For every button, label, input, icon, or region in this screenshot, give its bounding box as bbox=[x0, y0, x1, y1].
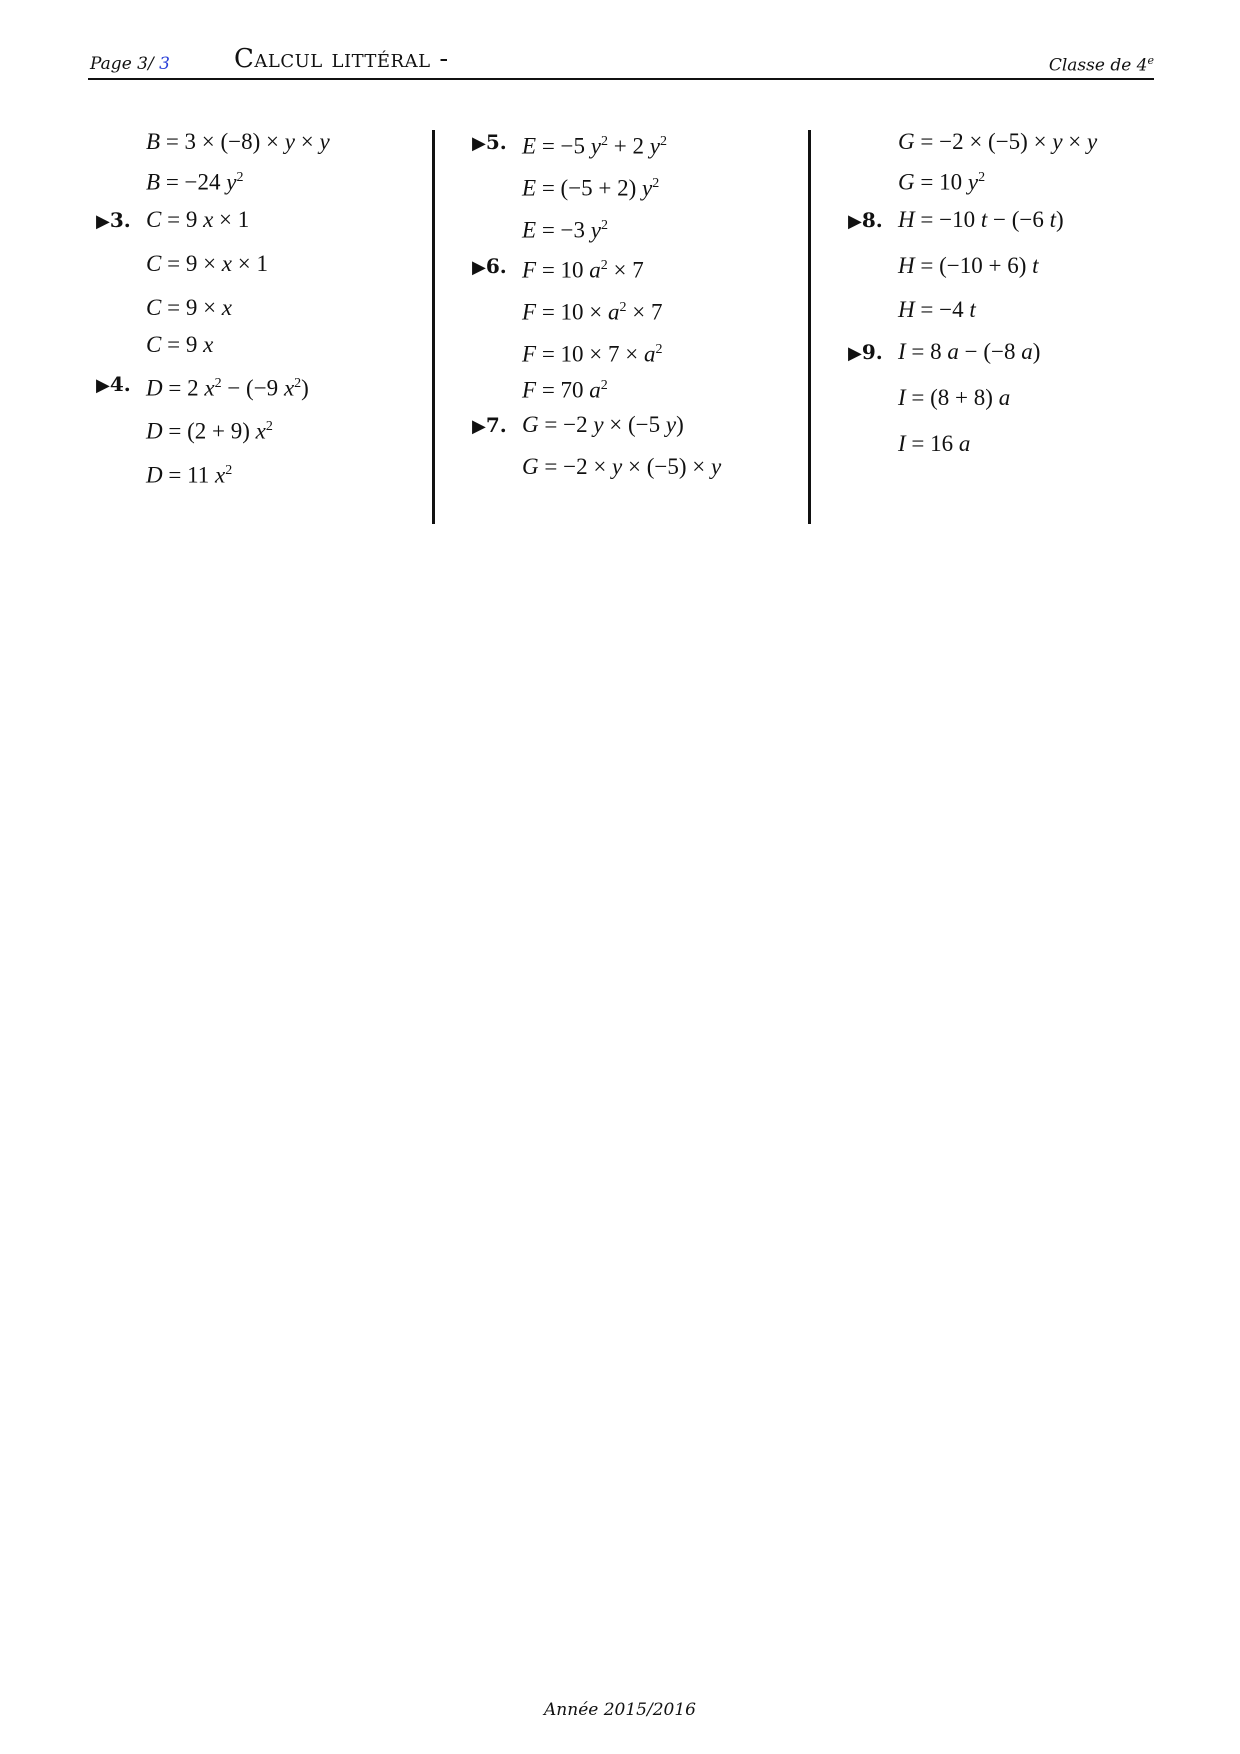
exercise-number-text: 9. bbox=[861, 340, 883, 364]
math-variable: F bbox=[522, 299, 537, 325]
math-variable: G bbox=[522, 412, 539, 437]
math-text: = 9 bbox=[161, 207, 204, 232]
exercise-number-text: 6. bbox=[485, 254, 507, 278]
math-text: × bbox=[294, 129, 320, 154]
equation bbox=[146, 294, 232, 322]
math-text: = −2 × (−5) × bbox=[914, 129, 1053, 154]
math-text: ) bbox=[676, 412, 684, 437]
math-variable: x bbox=[215, 462, 226, 488]
math-variable: H bbox=[898, 207, 915, 232]
math-exponent: 2 bbox=[600, 134, 608, 149]
math-text: = 16 bbox=[905, 431, 959, 456]
math-text: = (−10 + 6) bbox=[914, 253, 1033, 278]
class-text: Classe de 4 bbox=[1048, 55, 1148, 76]
math-text: = −10 bbox=[914, 207, 981, 232]
math-exponent: 2 bbox=[294, 376, 302, 391]
equation bbox=[898, 430, 970, 458]
math-variable: C bbox=[146, 251, 162, 276]
math-text: = (8 + 8) bbox=[905, 385, 999, 410]
equation bbox=[522, 411, 684, 439]
math-text: = −2 × bbox=[538, 454, 613, 479]
math-variable: t bbox=[1049, 207, 1056, 232]
equation bbox=[522, 294, 663, 327]
exercise-number-text: 5. bbox=[485, 130, 507, 154]
equation bbox=[522, 336, 662, 369]
exercise-number bbox=[848, 338, 883, 368]
math-exponent: 2 bbox=[600, 258, 608, 273]
math-exponent: 2 bbox=[619, 300, 627, 315]
triangle-bullet-icon: ▶ bbox=[96, 211, 110, 232]
math-exponent: 2 bbox=[236, 170, 244, 185]
equation bbox=[146, 413, 273, 446]
math-variable: y bbox=[319, 129, 330, 154]
triangle-bullet-icon: ▶ bbox=[96, 375, 110, 396]
math-text: = 70 bbox=[536, 377, 590, 403]
exercise-number bbox=[472, 252, 507, 282]
math-text: = (−5 + 2) bbox=[536, 175, 643, 201]
math-variable: x bbox=[221, 251, 233, 276]
equation bbox=[146, 250, 268, 278]
math-text: − (−6 bbox=[987, 207, 1050, 232]
math-variable: y bbox=[1087, 129, 1098, 154]
equation bbox=[522, 128, 667, 161]
math-variable: I bbox=[898, 339, 906, 364]
exercise-number-text: 3. bbox=[109, 208, 131, 232]
math-text: = 10 bbox=[536, 257, 590, 283]
math-exponent: 2 bbox=[652, 176, 660, 191]
math-text: × (−5 bbox=[603, 412, 666, 437]
math-text: = −3 bbox=[536, 217, 591, 243]
math-variable: t bbox=[1032, 253, 1039, 278]
math-variable: x bbox=[255, 418, 266, 444]
math-variable: a bbox=[589, 257, 601, 283]
math-exponent: 2 bbox=[659, 134, 667, 149]
math-text: = 10 bbox=[914, 169, 968, 195]
math-text: = 11 bbox=[162, 462, 215, 488]
math-text: ) bbox=[1032, 339, 1041, 364]
math-variable: B bbox=[146, 169, 161, 195]
math-variable: y bbox=[642, 175, 653, 201]
equation bbox=[898, 338, 1040, 366]
math-variable: y bbox=[665, 412, 677, 437]
page-label: Page 3/ bbox=[90, 54, 154, 74]
math-variable: G bbox=[522, 454, 539, 479]
math-text: − (−9 bbox=[221, 375, 284, 401]
exercise-number-text: 4. bbox=[109, 372, 131, 396]
math-variable: H bbox=[898, 297, 915, 322]
exercise-number bbox=[848, 206, 883, 236]
math-variable: a bbox=[998, 385, 1011, 410]
equation bbox=[522, 252, 644, 285]
math-variable: y bbox=[1052, 129, 1063, 154]
math-text: = −4 bbox=[914, 297, 970, 322]
math-variable: E bbox=[522, 133, 537, 159]
math-variable: t bbox=[980, 207, 988, 232]
math-variable: x bbox=[204, 375, 215, 401]
exercise-number-text: 7. bbox=[485, 413, 507, 437]
math-variable: E bbox=[522, 217, 537, 243]
equation bbox=[146, 331, 213, 359]
math-variable: y bbox=[612, 454, 623, 479]
math-variable: I bbox=[898, 385, 906, 410]
page-total-link[interactable]: 3 bbox=[159, 54, 170, 74]
math-variable: C bbox=[146, 332, 162, 357]
math-variable: D bbox=[146, 418, 163, 444]
column-divider-1 bbox=[432, 130, 435, 524]
equation bbox=[898, 206, 1064, 234]
math-text: = 8 bbox=[905, 339, 948, 364]
math-text: = 9 × bbox=[161, 295, 222, 320]
math-exponent: 2 bbox=[655, 342, 663, 357]
equation bbox=[522, 170, 659, 203]
math-variable: a bbox=[958, 431, 971, 456]
math-exponent: 2 bbox=[214, 376, 222, 391]
math-variable: a bbox=[608, 299, 620, 325]
math-text: × 1 bbox=[232, 251, 268, 276]
math-variable: G bbox=[898, 169, 915, 195]
exercise-number bbox=[472, 128, 507, 158]
document-title: Calcul littéral - bbox=[234, 44, 449, 74]
math-text: ) bbox=[1055, 207, 1064, 232]
equation bbox=[146, 164, 243, 197]
math-text: = 9 × bbox=[161, 251, 222, 276]
math-variable: a bbox=[589, 377, 601, 403]
math-text: × 7 bbox=[626, 299, 663, 325]
math-variable: F bbox=[522, 377, 537, 403]
class-label bbox=[1049, 54, 1154, 76]
math-variable: y bbox=[593, 412, 604, 437]
triangle-bullet-icon: ▶ bbox=[472, 257, 486, 278]
math-text: = −5 bbox=[536, 133, 591, 159]
footer-year: Année 2015/2016 bbox=[544, 1700, 696, 1720]
math-variable: t bbox=[969, 297, 976, 322]
exercise-number bbox=[96, 370, 131, 400]
exercise-number bbox=[472, 411, 507, 441]
math-text: = 9 bbox=[161, 332, 204, 357]
triangle-bullet-icon: ▶ bbox=[848, 343, 862, 364]
equation bbox=[522, 212, 608, 245]
equation bbox=[522, 372, 608, 405]
column-divider-2 bbox=[808, 130, 811, 524]
math-variable: H bbox=[898, 253, 915, 278]
math-text: = −2 bbox=[538, 412, 594, 437]
equation bbox=[146, 457, 232, 490]
math-text: × (−5) × bbox=[622, 454, 711, 479]
math-text: × 7 bbox=[607, 257, 644, 283]
class-sup: e bbox=[1147, 54, 1154, 67]
equation bbox=[898, 164, 985, 197]
math-variable: F bbox=[522, 257, 537, 283]
math-variable: G bbox=[898, 129, 915, 154]
triangle-bullet-icon: ▶ bbox=[472, 416, 486, 437]
triangle-bullet-icon: ▶ bbox=[848, 211, 862, 232]
math-text: = 2 bbox=[162, 375, 205, 401]
math-variable: a bbox=[1021, 339, 1033, 364]
math-text: × bbox=[1062, 129, 1088, 154]
equation bbox=[146, 370, 309, 403]
math-variable: y bbox=[649, 133, 660, 159]
math-text: = (2 + 9) bbox=[162, 418, 256, 444]
math-variable: x bbox=[221, 295, 233, 320]
math-variable: x bbox=[203, 332, 214, 357]
math-exponent: 2 bbox=[600, 378, 608, 393]
math-text: ) bbox=[301, 375, 309, 401]
math-variable: x bbox=[203, 207, 214, 232]
math-variable: I bbox=[898, 431, 906, 456]
math-variable: F bbox=[522, 341, 537, 367]
math-variable: D bbox=[146, 375, 163, 401]
math-text: = 10 × 7 × bbox=[536, 341, 644, 367]
math-text: − (−8 bbox=[958, 339, 1022, 364]
math-variable: y bbox=[590, 217, 601, 243]
math-variable: D bbox=[146, 462, 163, 488]
math-exponent: 2 bbox=[265, 419, 273, 434]
equation bbox=[146, 128, 330, 156]
math-exponent: 2 bbox=[225, 463, 233, 478]
exercise-number bbox=[96, 206, 131, 236]
math-text: = 3 × (−8) × bbox=[160, 129, 285, 154]
equation bbox=[522, 453, 721, 481]
page-number bbox=[90, 54, 170, 74]
math-variable: y bbox=[226, 169, 237, 195]
page-header bbox=[88, 40, 1154, 80]
math-text: = 10 × bbox=[536, 299, 609, 325]
math-variable: B bbox=[146, 129, 161, 154]
equation bbox=[146, 206, 249, 234]
math-variable: x bbox=[283, 375, 295, 401]
exercise-number-text: 8. bbox=[861, 208, 883, 232]
math-variable: y bbox=[711, 454, 722, 479]
equation bbox=[898, 296, 976, 324]
equation bbox=[898, 384, 1010, 412]
math-variable: y bbox=[284, 129, 295, 154]
math-variable: C bbox=[146, 207, 162, 232]
math-text: × 1 bbox=[213, 207, 250, 232]
math-variable: y bbox=[590, 133, 601, 159]
math-variable: a bbox=[643, 341, 656, 367]
math-variable: y bbox=[967, 169, 979, 195]
equation bbox=[898, 128, 1097, 156]
math-variable: E bbox=[522, 175, 537, 201]
math-text: = −24 bbox=[160, 169, 227, 195]
math-text: + 2 bbox=[607, 133, 650, 159]
triangle-bullet-icon: ▶ bbox=[472, 133, 486, 154]
math-variable: C bbox=[146, 295, 162, 320]
math-exponent: 2 bbox=[978, 170, 986, 185]
math-variable: a bbox=[947, 339, 959, 364]
equation bbox=[898, 252, 1039, 280]
math-exponent: 2 bbox=[600, 218, 608, 233]
